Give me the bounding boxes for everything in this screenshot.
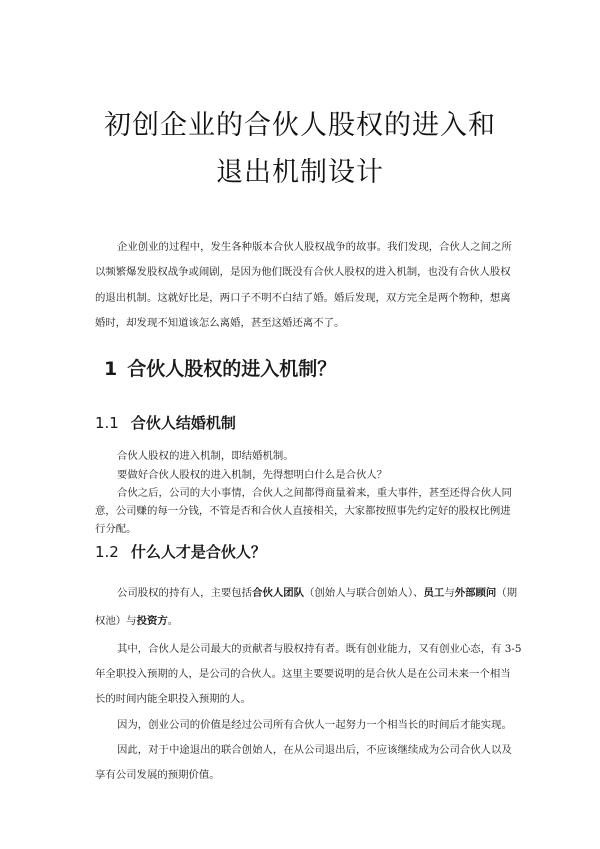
section-1-1-heading: [95, 412, 236, 433]
section-1-title: 合伙人股权的进入机制？: [127, 358, 337, 380]
section-1-2-number: 1.2: [95, 543, 119, 561]
section-1-1-number: 1.1: [95, 414, 119, 432]
s12-text: 权池）与: [95, 615, 137, 627]
intro-line-3: 的退出机制。这就好比是，两口子不明不白结了婚。婚后发现，双方完全是两个物种，想离: [95, 292, 511, 304]
s11-line-3: 合伙之后，公司的大小事情，合伙人之间都得商量着来，重大事件，甚至还得合伙人同: [117, 487, 512, 499]
s12-bold-investor: 投资方: [136, 615, 168, 627]
s11-line-5: 行分配。: [95, 523, 137, 535]
s12-line-4: 因为，创业公司的价值是经过公司所有合伙人一起努力一个相当长的时间后才能实现。: [117, 719, 512, 731]
s12-bold-advisor: 外部顾问: [454, 587, 497, 599]
intro-line-4: 婚时，却发现不知道该怎么离婚，甚至这婚还离不了。: [95, 317, 345, 329]
section-1-1-title: 合伙人结婚机制: [130, 414, 236, 432]
intro-line-1: 企业创业的过程中，发生各种版本合伙人股权战争的故事。我们发现，合伙人之间之所: [117, 241, 512, 253]
document-title-line-2: 退出机制设计: [216, 157, 384, 188]
section-1-number: 1: [104, 358, 118, 380]
s12-line-6: 享有公司发展的预期价值。: [95, 769, 220, 781]
s12-text: （创始人与联合创始人）、: [304, 587, 424, 599]
intro-line-2: 以频繁爆发股权战争或闹剧，是因为他们既没有合伙人股权的进入机制，也没有合伙人股权: [95, 266, 511, 278]
s12-text: （期: [496, 587, 518, 599]
s11-line-2: 要做好合伙人股权的进入机制，先得想明白什么是合伙人？: [117, 469, 388, 481]
section-1-2-title: 什么人才是合伙人？: [130, 543, 266, 561]
s12-text: 与: [444, 587, 455, 599]
s12-para-1-line-2: [95, 612, 515, 627]
s12-text: 。: [167, 615, 179, 627]
s12-line-3: 长的时间内能全职投入预期的人。: [95, 693, 251, 705]
s12-bold-team: 合伙人团队: [252, 587, 305, 599]
document-title-line-1: 初创企业的合伙人股权的进入和: [104, 110, 496, 141]
s12-line-1: 其中，合伙人是公司最大的贡献者与股权持有者。既有创业能力，又有创业心态，有 3-5: [117, 643, 522, 655]
s12-line-5: 因此，对于中途退出的联合创始人，在从公司退出后，不应该继续成为公司合伙人以及: [117, 744, 512, 756]
s12-text: 公司股权的持有人，主要包括: [117, 587, 253, 599]
s11-line-1: 合伙人股权的进入机制，即结婚机制。: [117, 450, 294, 462]
s12-para-1-line-1: [117, 584, 537, 599]
s12-bold-employee: 员工: [423, 587, 445, 599]
section-1-2-heading: [95, 541, 266, 562]
s11-line-4: 意，公司赚的每一分钱，不管是否和合伙人直接相关，大家都按照事先约定好的股权比例进: [95, 505, 511, 517]
s12-line-2: 年全职投入预期的人，是公司的合伙人。这里主要要说明的是合伙人是在公司未来一个相当: [95, 668, 511, 680]
section-1-heading: [104, 354, 336, 381]
